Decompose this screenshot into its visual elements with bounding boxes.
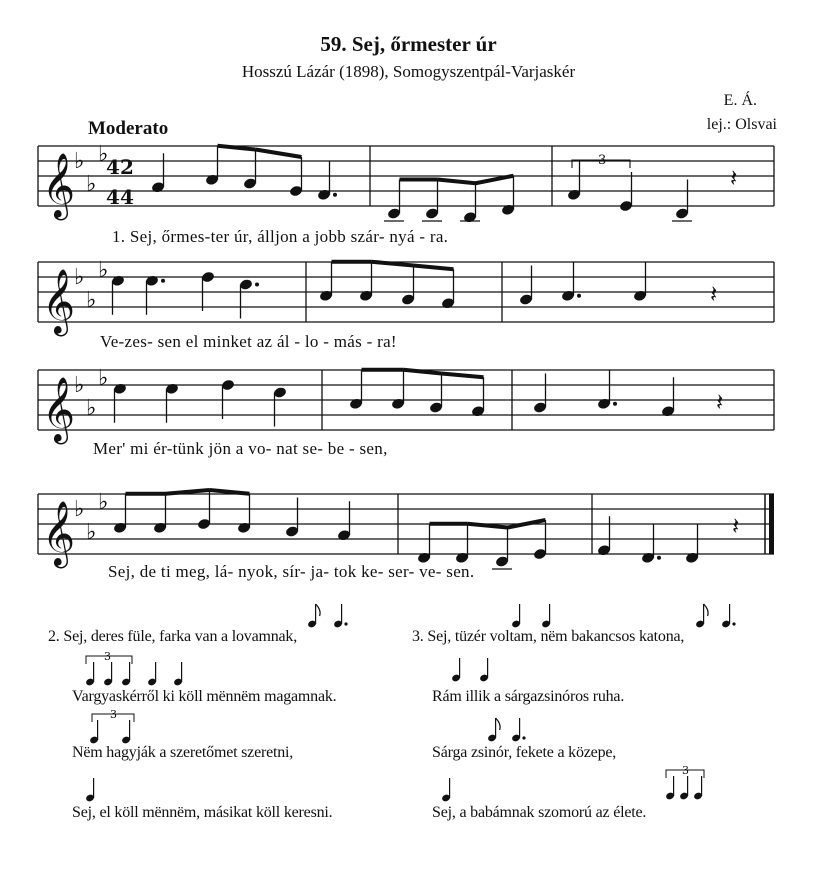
page-title: 59. Sej, őrmester úr xyxy=(320,32,497,56)
beam xyxy=(256,150,302,158)
key-flat: ♭ xyxy=(98,258,109,283)
staff-system-3 xyxy=(38,366,774,444)
rhythm-dot xyxy=(522,736,525,739)
rhythm-flag xyxy=(316,604,321,616)
key-flat: ♭ xyxy=(86,288,97,313)
tuplet-bracket xyxy=(572,153,630,168)
rhythm-dot xyxy=(732,622,735,625)
tuplet-number: 3 xyxy=(682,764,689,777)
dot xyxy=(657,556,661,560)
time-signature-top: 2 xyxy=(120,155,134,179)
quarter-rest: 𝄽 xyxy=(730,164,738,192)
rhythm-flag xyxy=(496,718,501,730)
verse-3-line-1: 3. Sej, tüzér voltam, nëm bakancsos katona, xyxy=(412,628,685,645)
key-flat: ♭ xyxy=(98,490,109,515)
tempo-marking: Moderato xyxy=(88,118,169,139)
time-signature-bottom: 4 xyxy=(106,185,120,209)
rhythm-dot xyxy=(344,622,347,625)
tuplet-number: 3 xyxy=(110,708,117,721)
key-flat: ♭ xyxy=(86,172,97,197)
verse-3-line-2: Rám illik a sárgazsinóros ruha. xyxy=(432,688,625,705)
lyrics-line-3: Mer' mi ér-tünk jön a vo- nat se- be - sen, xyxy=(93,439,388,458)
time-signature-top: 4 xyxy=(106,155,120,179)
key-flat: ♭ xyxy=(86,520,97,545)
dot xyxy=(161,279,165,283)
verse-3-line-4: Sej, a babámnak szomorú az élete. xyxy=(432,804,647,821)
key-flat: ♭ xyxy=(74,497,85,522)
quarter-rest: 𝄽 xyxy=(732,512,740,540)
time-signature-bottom: 4 xyxy=(120,185,134,209)
verse-3-line-3: Sárga zsinór, fekete a közepe, xyxy=(432,744,617,761)
final-barline-thick xyxy=(769,494,774,554)
quarter-rest: 𝄽 xyxy=(716,388,724,416)
verse-2-line-4: Sej, el köll mënnëm, másikat köll keresni. xyxy=(72,804,333,821)
key-flat: ♭ xyxy=(74,373,85,398)
rhythm-flag xyxy=(704,604,709,616)
quarter-rest: 𝄽 xyxy=(710,280,718,308)
treble-clef: 𝄞 xyxy=(42,153,76,218)
beam xyxy=(476,176,514,184)
beam xyxy=(414,266,454,270)
dot xyxy=(255,283,259,287)
song-source: Hosszú Lázár (1898), Somogyszentpál-Varjaskér xyxy=(241,62,576,81)
treble-clef: 𝄞 xyxy=(42,377,76,442)
beam xyxy=(210,490,250,494)
lyrics-line-4: Sej, de ti meg, lá- nyok, sír- ja- tok ke- ser- ve- sen. xyxy=(108,562,475,581)
verse-2-line-3: Nëm hagyják a szeretőmet szeretni, xyxy=(72,744,294,761)
lyrics-line-1: 1. Sej, őrmes-ter úr, álljon a jobb szár- nyá - ra. xyxy=(112,227,449,246)
beam xyxy=(442,374,484,378)
verse-2-line-1: 2. Sej, deres füle, farka van a lovamnak, xyxy=(48,628,298,645)
treble-clef: 𝄞 xyxy=(42,269,76,334)
staff-system-4 xyxy=(38,490,774,569)
beam xyxy=(166,490,210,494)
verse-2-line-2: Vargyaskérről ki köll mënnëm magamnak. xyxy=(72,688,337,705)
staff-system-1 xyxy=(38,142,774,224)
dot xyxy=(613,402,617,406)
key-flat: ♭ xyxy=(74,265,85,290)
key-flat: ♭ xyxy=(86,396,97,421)
key-flat: ♭ xyxy=(98,366,109,391)
key-flat: ♭ xyxy=(98,142,109,167)
key-flat: ♭ xyxy=(74,149,85,174)
dot xyxy=(333,193,337,197)
collector-credit: E. Á. xyxy=(723,92,757,109)
beam xyxy=(438,180,476,184)
transcriber-credit: lej.: Olsvai xyxy=(706,116,777,133)
tuplet-number: 3 xyxy=(598,153,607,168)
lyrics-line-2: Ve-zes- sen el minket az ál - lo - más - ra! xyxy=(100,332,397,351)
staff-system-2 xyxy=(38,258,774,336)
treble-clef: 𝄞 xyxy=(42,501,76,566)
tuplet-number: 3 xyxy=(104,650,111,663)
dot xyxy=(577,294,581,298)
